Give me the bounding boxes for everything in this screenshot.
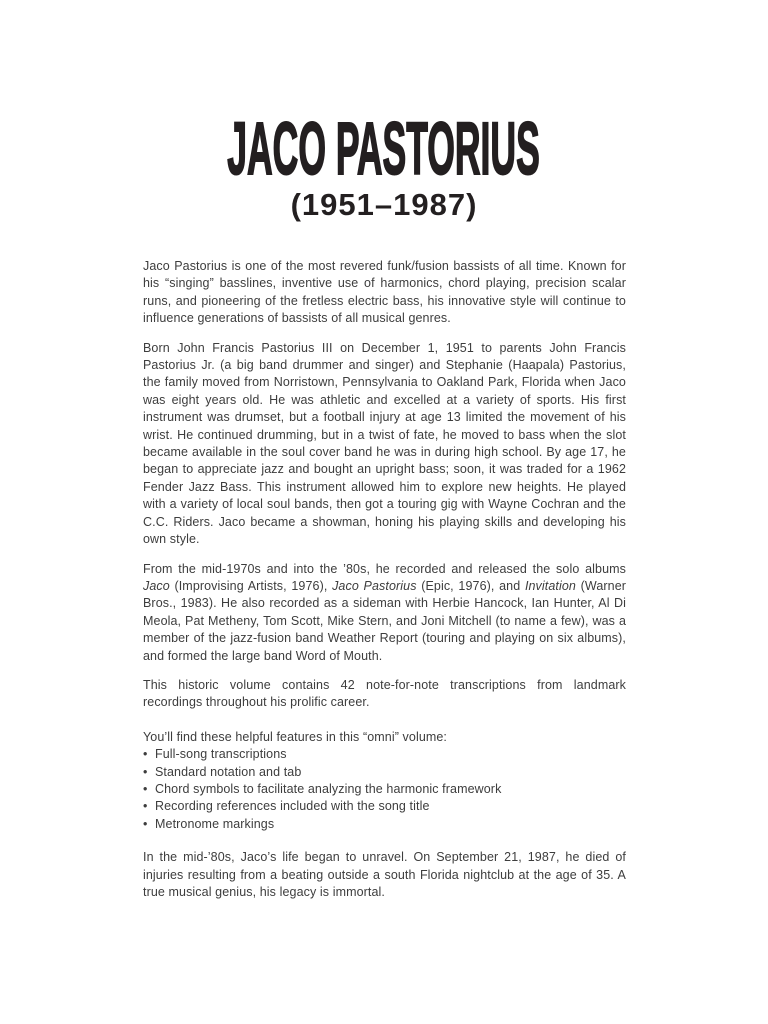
album-title-jaco: Jaco [143,578,170,593]
page-subtitle: (1951–1987) [290,187,478,222]
feature-text: Metronome markings [155,816,275,831]
paragraph-volume: This historic volume contains 42 note-for-note transcriptions from landmark recordings throughout his prolific career. [143,677,626,710]
list-item [143,798,626,815]
paragraph-death: In the mid-’80s, Jaco’s life began to unravel. On September 21, 1987, he died of injuries resulting from a beating outside a south Florida nightclub at the age of 35. A true musical genius, his legacy is immortal. [143,850,626,899]
career-segment: From the mid-1970s and into the ’80s, he recorded and released the solo albums [143,561,626,576]
feature-text: Full-song transcriptions [155,747,287,762]
bullet-marker: • [143,747,148,762]
list-item [143,746,626,763]
list-item [143,816,626,833]
album-title-invitation: Invitation [524,578,576,593]
bullet-marker: • [143,799,148,814]
paragraph-career [143,561,626,665]
page-title-text: JACO PASTORIUS [227,107,541,190]
feature-text: Chord symbols to facilitate analyzing the harmonic framework [155,781,502,796]
career-segment: (Epic, 1976), and [416,578,525,593]
list-item [143,764,626,781]
paragraph-intro: Jaco Pastorius is one of the most revered funk/fusion bassists of all time. Known for his “singing” basslines, inventive use of harmonics, chord playing, precision scalar runs, and pioneering of the fretless electric bass, his innovative style will continue to influence generations of bassists of all musical genres. [143,259,626,326]
paragraph-early-life: Born John Francis Pastorius III on December 1, 1951 to parents John Francis Pastorius Jr. (a big band drummer and singer) and Stephanie (Haapala) Pastorius, the family moved from Norristown, Pennsylvania to Oakland Park, Florida when Jaco was eight years old. He was athletic and excelled at a variety of sports. His first instrument was drumset, but a football injury at age 13 limited the movement of his wrist. He continued drumming, but in a twist of fate, he moved to bass when the slot became available in the soul cover band he was in during high school. By age 17, he began to appreciate jazz and bought an upright bass; soon, it was traded for a 1962 Fender Jazz Bass. This instrument allowed him to explore new heights. He played with a variety of local soul bands, then got a touring gig with Wayne Cochran and the C.C. Riders. Jaco became a showman, honing his playing skills and developing his own style. [143,340,626,547]
title-block [0,0,768,222]
album-title-jaco-pastorius: Jaco Pastorius [332,578,417,593]
features-intro: You’ll find these helpful features in this “omni” volume: [143,729,448,744]
feature-text: Standard notation and tab [155,764,302,779]
bullet-marker: • [143,816,148,831]
list-item [143,781,626,798]
career-segment: (Warner Bros., 1983). He also recorded as a sideman with Herbie Hancock, Ian Hunter, Al Di Meola, Pat Metheny, Tom Scott, Mike Stern, and Joni Mitchell (to name a few), was a member of the jazz-fusion band Weather Report (touring and playing on six albums), and formed the large band Word of Mouth. [143,578,627,663]
features-list [143,746,626,833]
bullet-marker: • [143,781,148,796]
bullet-marker: • [143,764,148,779]
feature-text: Recording references included with the song title [155,799,430,814]
career-segment: (Improvising Artists, 1976), [169,578,333,593]
biography-text [143,258,626,901]
page-title [0,107,768,190]
